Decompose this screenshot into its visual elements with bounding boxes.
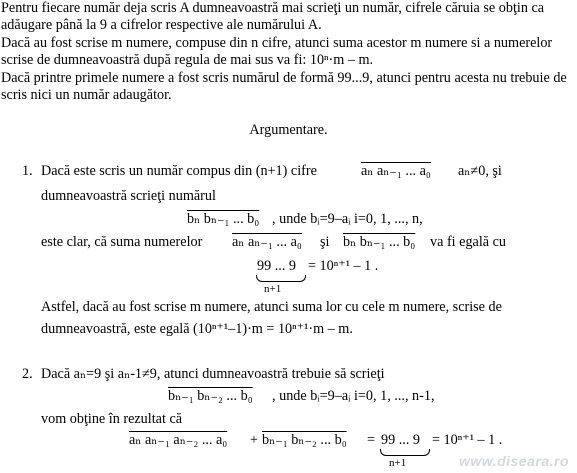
item-1-line-4-b: va fi egală cu [430, 234, 507, 250]
site-watermark: www.diseara.ro [459, 452, 569, 469]
intro-text [1, 0, 576, 104]
item-1-line-2: dumneavoastră scrieţi numărul [41, 188, 216, 204]
item-2-line-1: Dacă aₙ=9 şi aₙ-1≠9, atunci dumneavoastră trebuie să scrieţi [41, 366, 385, 382]
item-1-nines: 99 ... 9 [257, 258, 297, 274]
item-1-number-b: bₙ bₙ₋₁ ... b₀ [187, 211, 260, 227]
item-2-number-b-sum: bₙ₋₁ bₙ₋₂ ... b₀ [262, 432, 347, 448]
item-2-nines: 99 ... 9 [381, 432, 421, 448]
item-1-line-4-and: şi [320, 234, 330, 250]
item-1-sum-number-a: aₙ aₙ₋₁ ... a₀ [232, 234, 302, 250]
item-1-condition: aₙ≠0, şi [458, 163, 502, 179]
item-1-number-a: aₙ aₙ₋₁ ... a₀ [361, 163, 431, 179]
item-2-marker: 2. [22, 366, 33, 382]
item-1-marker: 1. [22, 163, 33, 179]
item-1-sum-number-b: bₙ bₙ₋₁ ... b₀ [343, 234, 416, 250]
item-2-equals: = [367, 432, 376, 448]
item-2-number-a: aₙ aₙ₋₁ aₙ₋₂ ... a₀ [129, 432, 228, 448]
intro-paragraph-2: Dacă au fost scrise m numere, compuse din n cifre, atunci suma acestor m numere si a numerelor scrise de dumneavoastră după regula de mai sus va fi: 10ⁿ·m – m. [1, 34, 553, 69]
intro-paragraph-3: Dacă printre primele numere a fost scris numărul de formă 99...9, atunci pentru acesta nu trebuie de scris nici un număr adaugător. [1, 69, 567, 104]
intro-paragraph-1: Pentru fiecare număr deja scris A dumneavoastră mai scrieţi un număr, cifrele căruia se obţin ca adăugare până la 9 a cifrelor respective ale numărului A. [1, 0, 545, 34]
item-1-line-4-a: este clar, că suma numerelor [41, 234, 203, 250]
item-1-power-formula: = 10ⁿ⁺¹ – 1 . [308, 258, 379, 274]
item-2-line-2-rest: , unde bᵢ=9–aᵢ i=0, 1, ..., n-1, [272, 388, 435, 404]
item-1-line-7: dumneavoastră, este egală (10ⁿ⁺¹–1)·m = 10ⁿ⁺¹·m – m. [41, 321, 353, 337]
item-2-plus: + [250, 432, 259, 448]
section-title: Argumentare. [249, 122, 328, 138]
item-2-number-b: bₙ₋₁ bₙ₋₂ ... b₀ [168, 388, 253, 404]
item-1-line-6: Astfel, dacă au fost scrise m numere, atunci suma lor cu cele m numere, scrise de [41, 299, 502, 315]
item-1-underbrace-label: n+1 [264, 283, 282, 295]
item-2-underbrace-label: n+1 [389, 457, 407, 469]
item-1-line-1-text: Dacă este scris un număr compus din (n+1) cifre [41, 163, 317, 179]
item-1-line-3-rest: , unde bᵢ=9–aᵢ i=0, 1, ..., n, [272, 211, 423, 227]
item-2-line-3: vom obţine în rezultat că [41, 411, 183, 427]
item-2-power-formula: = 10ⁿ⁺¹ – 1 . [432, 432, 503, 448]
